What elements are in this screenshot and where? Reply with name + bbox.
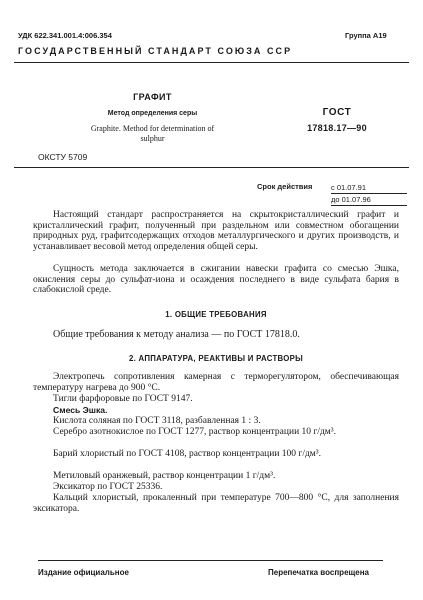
section-2-heading: 2. АППАРАТУРА, РЕАКТИВЫ И РАСТВОРЫ — [128, 354, 304, 363]
list-item: Тигли фарфоровые по ГОСТ 9147. — [53, 394, 193, 404]
header-rule — [14, 62, 409, 63]
list-item: Кислота соляная по ГОСТ 3118, разбавленная 1 : 3. — [53, 416, 261, 426]
list-item: Смесь Эшка. — [53, 405, 108, 415]
list-item: Электропечь сопротивления камерная с терморегулятором, обеспечивающая температуру нагрева до 900 °С. — [33, 372, 399, 393]
document-subtitle: Метод определения серы — [107, 110, 198, 117]
validity-block — [257, 182, 371, 204]
okstu-code: ОКСТУ 5709 — [38, 152, 88, 162]
section-1-text: Общие требования к методу анализа — по ГОСТ 17818.0. — [53, 329, 300, 340]
gost-label: ГОСТ — [322, 107, 352, 118]
gost-number: 17818.17—90 — [307, 123, 367, 133]
validity-to: до 01.07.96 — [331, 194, 407, 206]
intro-paragraph-2: Сущность метода заключается в сжигании навески графита со смесью Эшка, окисления серы до сульфат-иона и осаждения последнего в виде сульфата бария в слабокислой среде. — [33, 264, 399, 296]
group-code: Группа А19 — [345, 31, 387, 40]
title-block — [80, 92, 225, 144]
standard-banner: ГОСУДАРСТВЕННЫЙ СТАНДАРТ СОЮЗА ССР — [18, 46, 293, 56]
validity-from: с 01.07.91 — [331, 182, 407, 194]
footer-rule — [38, 560, 383, 561]
list-item: Эксикатор по ГОСТ 25336. — [53, 482, 163, 492]
title-rule — [14, 167, 409, 168]
udk-code: УДК 622.341.001.4:006.354 — [18, 31, 112, 40]
gost-block — [297, 107, 377, 133]
document-title: ГРАФИТ — [133, 92, 172, 102]
validity-label: Срок действия — [257, 182, 313, 191]
list-item: Серебро азотнокислое по ГОСТ 1277, раствор концентрации 10 г/дм³. — [53, 427, 337, 437]
list-item: Метиловый оранжевый, раствор концентрации 1 г/дм³. — [53, 471, 276, 481]
footer-reprint-notice: Перепечатка воспрещена — [268, 568, 369, 577]
list-item: Кальций хлористый, прокаленный при температуре 700—800 °С, для заполнения эксикатора. — [33, 493, 399, 514]
intro-paragraph-1: Настоящий стандарт распространяется на скрытокристаллический графит и кристаллический графит, полученный при раздельном или совместном обогащении природных руд, графитсодержащих отходов металлургического и других производств, и устанавливает весовой метод определения общей серы. — [33, 210, 399, 252]
english-title: Graphite. Method for determination of sulphur — [90, 124, 215, 143]
list-item: Барий хлористый по ГОСТ 4108, раствор концентрации 100 г/дм³. — [53, 449, 322, 459]
section-1-heading: 1. ОБЩИЕ ТРЕБОВАНИЯ — [165, 310, 267, 319]
footer-official-edition: Издание официальное — [38, 568, 129, 577]
